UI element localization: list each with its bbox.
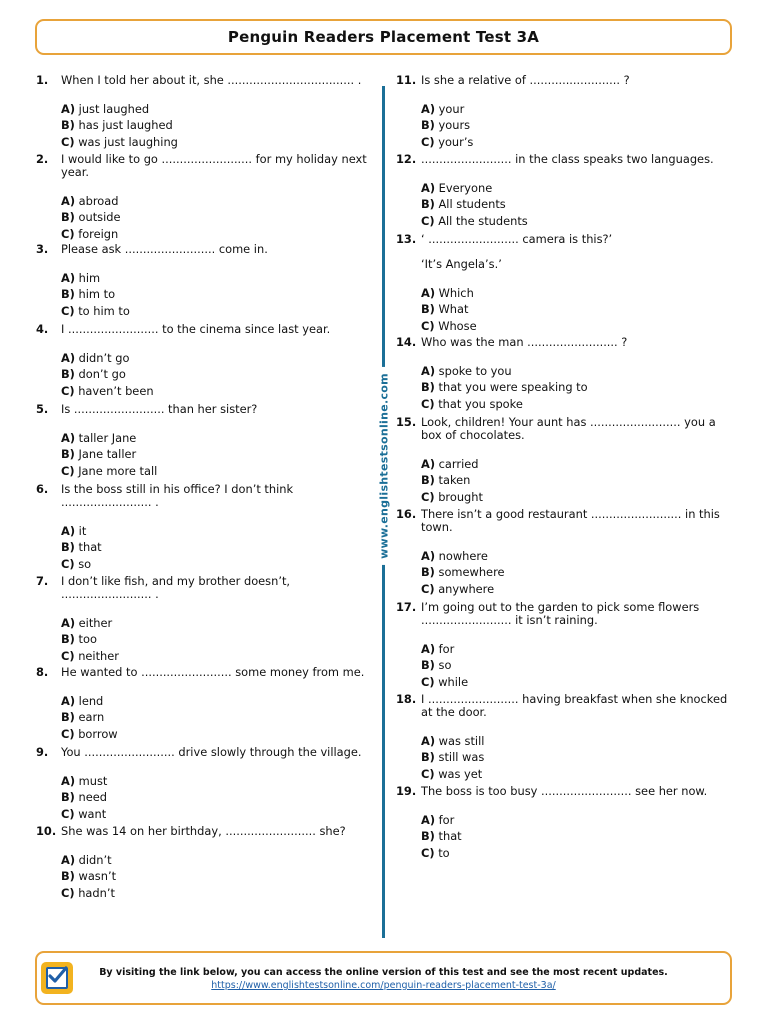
option-text: Whose xyxy=(438,318,477,333)
answer-options xyxy=(421,548,738,597)
question-number: 2. xyxy=(36,152,49,166)
question-item xyxy=(36,403,376,479)
option-text: anywhere xyxy=(438,581,495,596)
option-text: has just laughed xyxy=(78,118,173,133)
question-item xyxy=(36,323,376,399)
option-letter: C) xyxy=(421,134,435,149)
answer-option[interactable] xyxy=(61,350,376,366)
answer-option[interactable] xyxy=(421,472,738,488)
question-number: 16. xyxy=(396,507,417,521)
answer-option[interactable] xyxy=(61,726,376,742)
answer-option[interactable] xyxy=(421,845,738,861)
question-number: 5. xyxy=(36,402,49,416)
answer-option[interactable] xyxy=(421,733,738,749)
answer-options xyxy=(61,852,376,901)
option-letter: B) xyxy=(421,380,435,395)
option-letter: A) xyxy=(421,549,436,563)
option-letter: B) xyxy=(421,829,435,844)
answer-option[interactable] xyxy=(421,180,738,196)
option-text: so xyxy=(438,658,452,673)
option-text: that you were speaking to xyxy=(438,380,588,395)
answer-options xyxy=(61,773,376,822)
answer-option[interactable] xyxy=(421,749,738,765)
answer-option[interactable] xyxy=(421,196,738,212)
answer-option[interactable] xyxy=(61,648,376,664)
question-number: 6. xyxy=(36,482,49,496)
answer-option[interactable] xyxy=(61,193,376,209)
option-letter: B) xyxy=(421,750,435,765)
option-text: so xyxy=(78,556,92,571)
option-text: All the students xyxy=(438,213,528,228)
option-letter: C) xyxy=(421,396,435,411)
answer-option[interactable] xyxy=(61,631,376,647)
option-letter: C) xyxy=(61,648,75,663)
answer-option[interactable] xyxy=(61,270,376,286)
option-letter: B) xyxy=(421,658,435,673)
option-text: still was xyxy=(438,750,485,765)
question-text: There isn’t a good restaurant ......................... in this town. xyxy=(421,507,720,534)
option-letter: A) xyxy=(61,102,76,116)
option-letter: C) xyxy=(421,845,435,860)
option-letter: A) xyxy=(61,351,76,365)
option-letter: B) xyxy=(61,210,75,225)
option-letter: B) xyxy=(421,565,435,580)
question-item xyxy=(36,825,376,901)
question-number: 12. xyxy=(396,152,417,166)
option-letter: A) xyxy=(421,734,436,748)
answer-option[interactable] xyxy=(421,301,738,317)
option-text: him xyxy=(78,271,101,285)
answer-option[interactable] xyxy=(61,446,376,462)
option-text: either xyxy=(78,616,113,630)
option-text: your’s xyxy=(438,134,474,149)
answer-option[interactable] xyxy=(61,539,376,555)
option-letter: C) xyxy=(61,726,75,741)
option-text: to him to xyxy=(78,303,130,318)
option-letter: C) xyxy=(61,226,75,241)
option-text: must xyxy=(78,774,108,788)
question-number: 19. xyxy=(396,784,417,798)
option-text: nowhere xyxy=(438,549,488,563)
question-text: ......................... in the class speaks two languages. xyxy=(421,152,714,166)
question-item xyxy=(396,74,738,150)
option-letter: B) xyxy=(61,790,75,805)
option-text: him to xyxy=(78,287,116,302)
answer-option[interactable] xyxy=(61,773,376,789)
question-item xyxy=(36,74,376,150)
question-number: 8. xyxy=(36,665,49,679)
answer-option[interactable] xyxy=(421,285,738,301)
option-letter: A) xyxy=(61,271,76,285)
question-reply-text: ‘It’s Angela’s.’ xyxy=(421,257,502,271)
option-letter: C) xyxy=(421,489,435,504)
answer-option[interactable] xyxy=(421,548,738,564)
question-number: 13. xyxy=(396,232,417,246)
option-text: for xyxy=(438,813,455,827)
option-letter: C) xyxy=(61,134,75,149)
answer-option[interactable] xyxy=(61,286,376,302)
answer-option[interactable] xyxy=(61,868,376,884)
answer-option[interactable] xyxy=(421,828,738,844)
question-text: You ......................... drive slowly through the village. xyxy=(61,745,362,759)
question-text: I’m going out to the garden to pick some flowers ......................... it isn’t raining. xyxy=(421,600,700,627)
answer-options xyxy=(421,456,738,505)
option-text: All students xyxy=(438,197,506,212)
answer-option[interactable] xyxy=(421,456,738,472)
question-text: Who was the man ......................... ? xyxy=(421,335,628,349)
question-item xyxy=(36,575,376,664)
option-letter: A) xyxy=(61,431,76,445)
option-text: What xyxy=(438,302,469,317)
answer-options xyxy=(61,101,376,150)
option-text: want xyxy=(78,806,107,821)
option-text: somewhere xyxy=(438,565,505,580)
option-letter: A) xyxy=(61,194,76,208)
option-letter: A) xyxy=(421,102,436,116)
answer-options xyxy=(61,350,376,399)
answer-options xyxy=(421,641,738,690)
option-text: was just laughing xyxy=(78,134,178,149)
option-letter: C) xyxy=(421,674,435,689)
question-number: 7. xyxy=(36,574,49,588)
option-text: Which xyxy=(438,286,474,300)
answer-option[interactable] xyxy=(61,366,376,382)
answer-option[interactable] xyxy=(61,789,376,805)
option-text: wasn’t xyxy=(78,869,117,884)
option-letter: A) xyxy=(421,181,436,195)
question-number: 17. xyxy=(396,600,417,614)
option-letter: A) xyxy=(61,524,76,538)
question-text: ‘ ......................... camera is this?’ xyxy=(421,232,613,246)
question-text: She was 14 on her birthday, ......................... she? xyxy=(61,824,346,838)
question-number: 18. xyxy=(396,692,417,706)
answer-options xyxy=(61,693,376,742)
option-text: taller Jane xyxy=(78,431,137,445)
option-text: outside xyxy=(78,210,121,225)
answer-option[interactable] xyxy=(421,812,738,828)
answer-option[interactable] xyxy=(421,101,738,117)
question-number: 3. xyxy=(36,242,49,256)
question-number: 14. xyxy=(396,335,417,349)
option-letter: B) xyxy=(61,447,75,462)
question-text: Look, children! Your aunt has ......................... you a box of chocolates. xyxy=(421,415,716,442)
option-letter: A) xyxy=(421,364,436,378)
answer-option[interactable] xyxy=(61,885,376,901)
answer-option[interactable] xyxy=(421,379,738,395)
option-text: for xyxy=(438,642,455,656)
option-letter: A) xyxy=(421,642,436,656)
answer-options xyxy=(61,523,376,572)
option-letter: C) xyxy=(421,581,435,596)
answer-option[interactable] xyxy=(421,117,738,133)
side-website-text: www.englishtestsonline.com xyxy=(378,367,391,565)
option-text: didn’t go xyxy=(78,351,130,365)
question-number: 10. xyxy=(36,824,57,838)
question-item xyxy=(396,416,738,505)
question-text: I ......................... to the cinema since last year. xyxy=(61,322,331,336)
page-title: Penguin Readers Placement Test 3A xyxy=(227,28,540,46)
option-text: to xyxy=(438,845,450,860)
answer-options xyxy=(61,430,376,479)
option-letter: B) xyxy=(421,197,435,212)
option-text: abroad xyxy=(78,194,119,208)
option-letter: C) xyxy=(421,213,435,228)
answer-option[interactable] xyxy=(421,134,738,150)
question-item xyxy=(396,693,738,782)
option-text: that xyxy=(438,829,462,844)
question-item xyxy=(396,233,738,334)
option-letter: C) xyxy=(61,806,75,821)
answer-option[interactable] xyxy=(61,556,376,572)
option-text: didn’t xyxy=(78,853,112,867)
option-letter: A) xyxy=(61,694,76,708)
option-letter: B) xyxy=(61,287,75,302)
question-text: I ......................... having breakfast when she knocked at the door. xyxy=(421,692,728,719)
answer-option[interactable] xyxy=(61,303,376,319)
answer-option[interactable] xyxy=(61,383,376,399)
answer-option[interactable] xyxy=(421,363,738,379)
question-item xyxy=(396,785,738,861)
answer-option[interactable] xyxy=(421,489,738,505)
option-letter: B) xyxy=(61,367,75,382)
question-item xyxy=(36,483,376,572)
answer-option[interactable] xyxy=(61,463,376,479)
option-letter: A) xyxy=(61,774,76,788)
option-text: was still xyxy=(438,734,485,748)
answer-option[interactable] xyxy=(421,766,738,782)
answer-options xyxy=(421,101,738,150)
answer-option[interactable] xyxy=(61,226,376,242)
question-item xyxy=(36,243,376,319)
option-text: foreign xyxy=(78,226,119,241)
answer-option[interactable] xyxy=(421,564,738,580)
question-number: 15. xyxy=(396,415,417,429)
option-text: was yet xyxy=(438,766,483,781)
answer-option[interactable] xyxy=(421,318,738,334)
answer-option[interactable] xyxy=(421,396,738,412)
option-text: that xyxy=(78,540,102,555)
answer-option[interactable] xyxy=(61,693,376,709)
question-text: I don’t like fish, and my brother doesn’t, ......................... . xyxy=(61,574,291,601)
option-text: haven’t been xyxy=(78,383,154,398)
question-item xyxy=(396,601,738,690)
option-letter: C) xyxy=(61,303,75,318)
question-text: I would like to go ......................... for my holiday next year. xyxy=(61,152,367,179)
answer-option[interactable] xyxy=(421,581,738,597)
question-text: Is she a relative of ......................... ? xyxy=(421,73,630,87)
answer-option[interactable] xyxy=(61,806,376,822)
answer-option[interactable] xyxy=(61,523,376,539)
footer-message: By visiting the link below, you can access the online version of this test and see the most recent updates. xyxy=(99,967,668,978)
answer-options xyxy=(421,285,738,334)
question-number: 1. xyxy=(36,73,49,87)
option-text: don’t go xyxy=(78,367,126,382)
option-letter: A) xyxy=(421,457,436,471)
answer-options xyxy=(421,180,738,229)
option-letter: A) xyxy=(421,286,436,300)
question-text: When I told her about it, she ................................... . xyxy=(61,73,362,87)
answer-option[interactable] xyxy=(421,674,738,690)
option-text: Jane more tall xyxy=(78,463,158,478)
option-letter: C) xyxy=(61,885,75,900)
option-text: just laughed xyxy=(78,102,150,116)
answer-options xyxy=(421,733,738,782)
question-text: He wanted to ......................... some money from me. xyxy=(61,665,365,679)
option-letter: C) xyxy=(61,383,75,398)
question-item xyxy=(396,508,738,597)
footer-box xyxy=(35,951,732,1005)
option-text: lend xyxy=(78,694,104,708)
question-text: Is ......................... than her sister? xyxy=(61,402,258,416)
option-text: spoke to you xyxy=(438,364,512,378)
option-text: carried xyxy=(438,457,479,471)
question-item xyxy=(396,336,738,412)
option-letter: B) xyxy=(61,869,75,884)
option-text: while xyxy=(438,674,469,689)
question-item xyxy=(36,666,376,742)
option-letter: C) xyxy=(61,556,75,571)
question-item xyxy=(396,153,738,229)
option-letter: B) xyxy=(61,632,75,647)
option-text: need xyxy=(78,790,107,805)
option-letter: B) xyxy=(421,302,435,317)
option-letter: A) xyxy=(421,813,436,827)
option-letter: C) xyxy=(421,318,435,333)
option-letter: A) xyxy=(61,616,76,630)
answer-option[interactable] xyxy=(61,709,376,725)
question-text: The boss is too busy ......................... see her now. xyxy=(421,784,708,798)
answer-options xyxy=(61,615,376,664)
page-title-box xyxy=(35,19,732,55)
option-text: yours xyxy=(438,118,471,133)
answer-option[interactable] xyxy=(421,641,738,657)
option-letter: A) xyxy=(61,853,76,867)
option-letter: B) xyxy=(421,473,435,488)
option-letter: B) xyxy=(61,540,75,555)
question-text: Is the boss still in his office? I don’t think ......................... . xyxy=(61,482,294,509)
answer-option[interactable] xyxy=(61,852,376,868)
option-text: Jane taller xyxy=(78,447,137,462)
answer-option[interactable] xyxy=(421,657,738,673)
question-item xyxy=(36,153,376,242)
answer-option[interactable] xyxy=(61,117,376,133)
option-letter: B) xyxy=(421,118,435,133)
question-text: Please ask ......................... come in. xyxy=(61,242,268,256)
option-text: borrow xyxy=(78,726,118,741)
question-number: 11. xyxy=(396,73,417,87)
option-text: hadn’t xyxy=(78,885,115,900)
question-item xyxy=(36,746,376,822)
online-test-link[interactable]: https://www.englishtestsonline.com/penguin-readers-placement-test-3a/ xyxy=(211,980,556,991)
option-text: earn xyxy=(78,710,105,725)
answer-options xyxy=(421,812,738,861)
option-text: your xyxy=(438,102,465,116)
option-text: brought xyxy=(438,489,483,504)
answer-option[interactable] xyxy=(61,134,376,150)
answer-option[interactable] xyxy=(61,615,376,631)
answer-option[interactable] xyxy=(61,430,376,446)
option-letter: C) xyxy=(61,463,75,478)
option-text: too xyxy=(78,632,97,647)
answer-option[interactable] xyxy=(421,213,738,229)
option-text: neither xyxy=(78,648,119,663)
question-number: 9. xyxy=(36,745,49,759)
answer-options xyxy=(61,193,376,242)
option-letter: C) xyxy=(421,766,435,781)
answer-options xyxy=(61,270,376,319)
answer-options xyxy=(421,363,738,412)
option-text: it xyxy=(78,524,87,538)
option-text: that you spoke xyxy=(438,396,523,411)
option-letter: B) xyxy=(61,118,75,133)
answer-option[interactable] xyxy=(61,209,376,225)
option-text: Everyone xyxy=(438,181,493,195)
option-text: taken xyxy=(438,473,471,488)
question-number: 4. xyxy=(36,322,49,336)
option-letter: B) xyxy=(61,710,75,725)
answer-option[interactable] xyxy=(61,101,376,117)
